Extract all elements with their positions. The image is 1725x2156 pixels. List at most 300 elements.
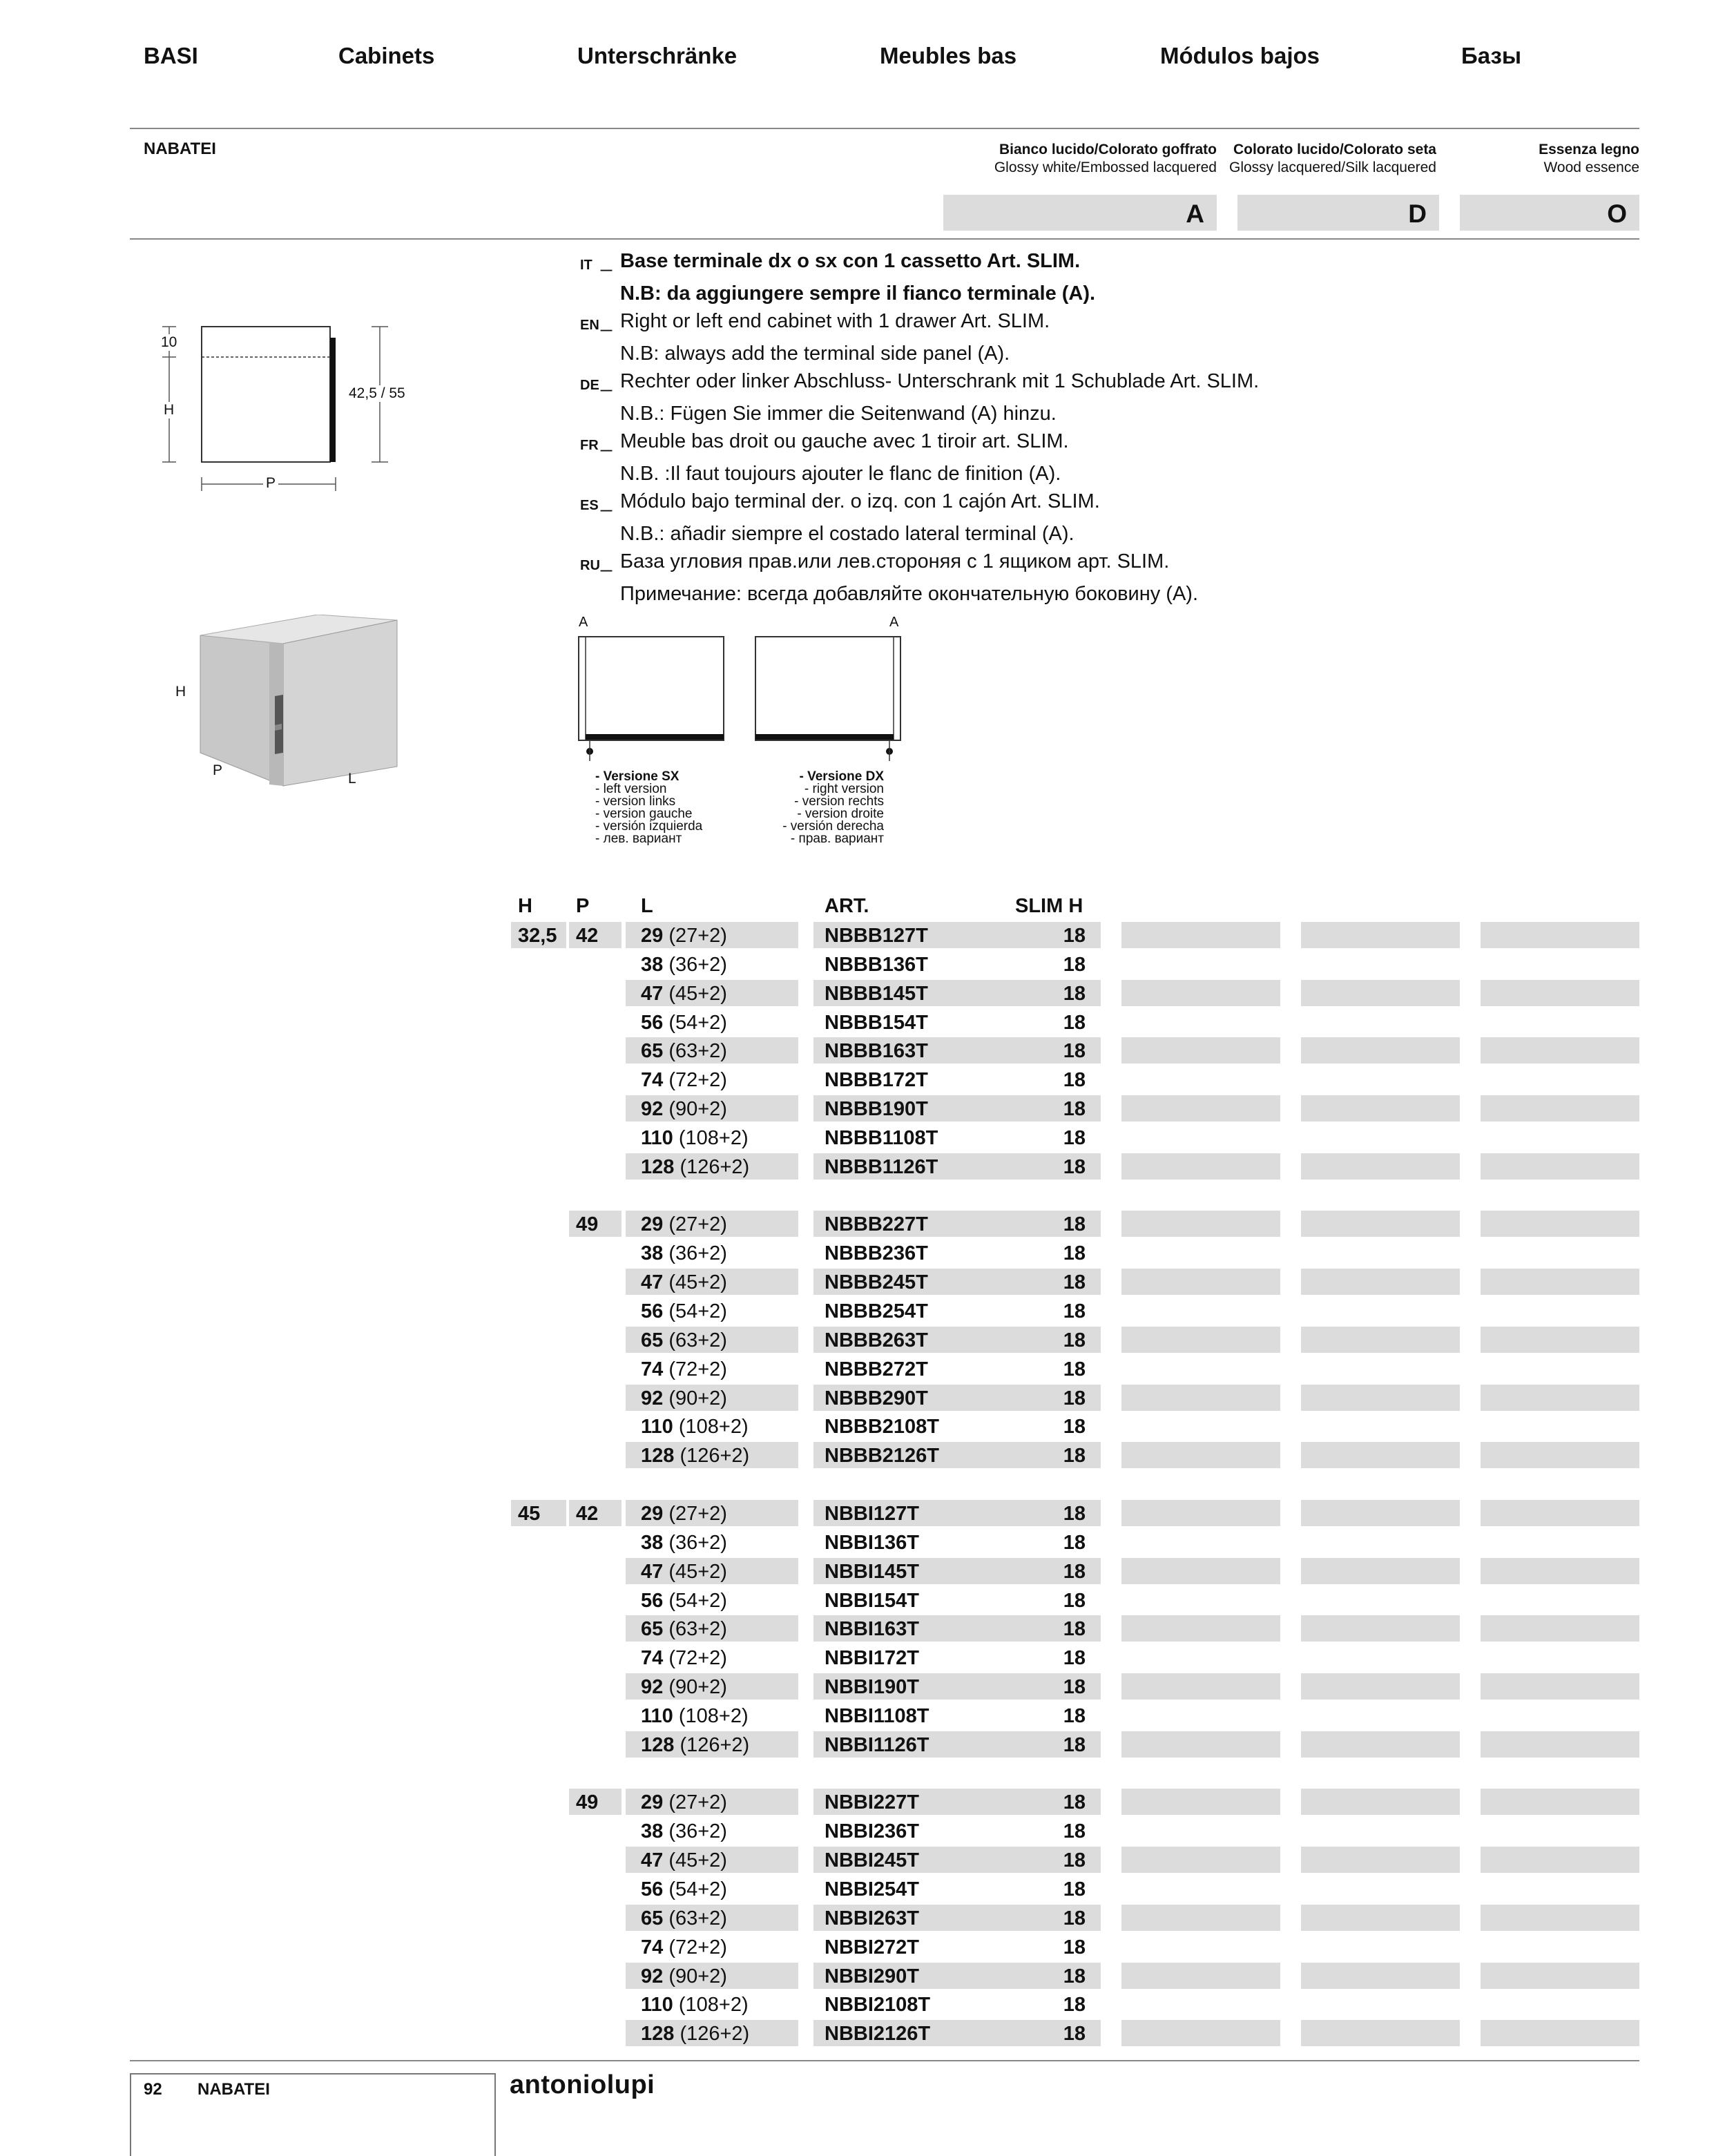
cell-l-detail: (72+2) (668, 1358, 727, 1380)
price-cell-a (1121, 922, 1280, 948)
price-cell-d (1301, 1066, 1460, 1093)
price-cell-a (1121, 1413, 1280, 1439)
cell-l-detail: (126+2) (680, 1445, 750, 1467)
table-row (0, 1876, 1725, 1902)
cell-l-value: 65 (641, 1040, 664, 1062)
cell-l-value: 65 (641, 1618, 664, 1640)
price-cell-d (1301, 1037, 1460, 1063)
version-sx-legend (595, 771, 702, 845)
cell-art: NBBB245T (813, 1269, 999, 1295)
cell-art: NBBB190T (813, 1095, 999, 1122)
table-row (0, 1442, 1725, 1468)
description-block (580, 247, 1259, 608)
cell-l-value: 56 (641, 1012, 664, 1034)
cell-l-detail: (63+2) (668, 1040, 727, 1062)
cell-art: NBBB254T (825, 1300, 928, 1322)
table-row (0, 951, 1725, 977)
cell-l-detail: (126+2) (680, 1156, 750, 1178)
price-cell-a (1121, 1269, 1280, 1295)
dim-label-p: P (263, 475, 278, 492)
cell-slim: 18 (999, 922, 1101, 948)
cell-l-value: 38 (641, 1820, 664, 1842)
table-row (0, 1009, 1725, 1035)
cell-l-detail: (27+2) (668, 925, 727, 947)
cell-slim: 18 (999, 1963, 1101, 1989)
price-cell-a (1121, 1991, 1280, 2017)
desc-line: Base terminale dx o sx con 1 cassetto Art. SLIM. (620, 250, 1081, 272)
price-cell-o (1481, 1153, 1639, 1180)
price-cell-d (1301, 1558, 1460, 1584)
cell-art: NBBB236T (825, 1242, 928, 1264)
version-dx-line: - version rechts (794, 794, 884, 809)
price-cell-a (1121, 951, 1280, 977)
cell-l-detail: (27+2) (668, 1791, 727, 1813)
price-cell-a (1121, 1789, 1280, 1815)
price-cell-o (1481, 1587, 1639, 1613)
cell-l-detail: (36+2) (668, 1532, 727, 1554)
price-cell-o (1481, 1847, 1639, 1873)
price-cell-d (1301, 1356, 1460, 1382)
cell-slim: 18 (1063, 954, 1086, 976)
price-cell-o (1481, 1211, 1639, 1237)
price-cell-d (1301, 1298, 1460, 1324)
cell-l (626, 1702, 798, 1729)
cell-l (626, 1385, 798, 1411)
price-cell-d (1301, 1327, 1460, 1353)
cell-l-detail: (54+2) (668, 1300, 727, 1322)
price-cell-o (1481, 2020, 1639, 2046)
price-cell-a (1121, 1442, 1280, 1468)
price-cell-d (1301, 1673, 1460, 1700)
price-cell-o (1481, 1876, 1639, 1902)
table-row (0, 1327, 1725, 1353)
cell-art: NBBB154T (825, 1012, 928, 1034)
version-dx-line: - прав. вариант (790, 831, 884, 846)
cell-l-value: 128 (641, 2023, 675, 2045)
price-cell-d (1301, 1240, 1460, 1266)
price-cell-o (1481, 1702, 1639, 1729)
lang-code: ES (580, 498, 599, 513)
table-row (0, 1963, 1725, 1989)
table-row (0, 1934, 1725, 1960)
cell-art: NBBI290T (813, 1963, 999, 1989)
cell-l-detail: (72+2) (668, 1936, 727, 1958)
cell-l-detail: (90+2) (668, 1098, 727, 1120)
version-sx-line: - left version (595, 782, 667, 796)
cell-slim: 18 (1063, 1012, 1086, 1034)
table-row (0, 1211, 1725, 1237)
cell-l (626, 1211, 798, 1237)
cell-l-detail: (36+2) (668, 1820, 727, 1842)
price-cell-o (1481, 1413, 1639, 1439)
price-cell-o (1481, 1500, 1639, 1526)
cell-slim: 18 (1063, 1300, 1086, 1322)
cell-l (626, 1413, 798, 1439)
cell-art: NBBB263T (813, 1327, 999, 1353)
cell-l-detail: (126+2) (680, 2023, 750, 2045)
cell-l-value: 29 (641, 1791, 664, 1813)
cell-slim: 18 (999, 1905, 1101, 1931)
col-header-art: ART. (825, 895, 869, 917)
price-cell-d (1301, 1385, 1460, 1411)
price-cell-d (1301, 1153, 1460, 1180)
cell-art: NBBB163T (813, 1037, 999, 1063)
cell-l (626, 1153, 798, 1180)
table-row (0, 1356, 1725, 1382)
cell-l (626, 1615, 798, 1642)
cell-l (626, 1356, 798, 1382)
cell-slim: 18 (999, 1500, 1101, 1526)
price-cell-a (1121, 1327, 1280, 1353)
cell-art: NBBI2108T (825, 1994, 931, 2016)
cell-l-detail: (90+2) (668, 1676, 727, 1698)
version-dx-line: - right version (804, 782, 884, 796)
cell-art: NBBI245T (813, 1847, 999, 1873)
cell-art: NBBB272T (825, 1358, 928, 1380)
price-cell-o (1481, 1789, 1639, 1815)
cell-art: NBBB2126T (813, 1442, 999, 1468)
cell-slim: 18 (1063, 1532, 1086, 1554)
cell-l (626, 1442, 798, 1468)
desc-line: N.B: da aggiungere sempre il fianco terminale (A). (620, 282, 1096, 305)
price-cell-d (1301, 1644, 1460, 1671)
version-sx-line: - versión izquierda (595, 819, 703, 834)
table-row (0, 1789, 1725, 1815)
finish-header-d (1229, 141, 1436, 177)
cell-art: NBBI272T (825, 1936, 919, 1958)
cell-l-value: 110 (641, 1127, 673, 1149)
cell-art: NBBI145T (813, 1558, 999, 1584)
lang-code: DE (580, 378, 599, 393)
cell-l-value: 56 (641, 1300, 664, 1322)
price-cell-a (1121, 1037, 1280, 1063)
cell-p: 42 (569, 1500, 621, 1526)
cell-slim: 18 (1063, 1590, 1086, 1612)
table-row (0, 1066, 1725, 1093)
price-cell-o (1481, 1095, 1639, 1122)
cell-art: NBBB145T (813, 980, 999, 1006)
cell-slim: 18 (1063, 1820, 1086, 1842)
cell-p: 49 (569, 1789, 621, 1815)
table-row (0, 1558, 1725, 1584)
cell-l (626, 1269, 798, 1295)
finish-code-a: A (943, 195, 1217, 231)
price-cell-a (1121, 1009, 1280, 1035)
price-cell-o (1481, 1731, 1639, 1758)
version-sx-title: - Versione SX (595, 769, 680, 784)
version-dx-title: - Versione DX (799, 769, 884, 784)
cell-slim: 18 (1063, 1878, 1086, 1900)
desc-line: Módulo bajo terminal der. o izq. con 1 cajón Art. SLIM. (620, 490, 1100, 512)
cell-p: 49 (569, 1211, 621, 1237)
cell-l (626, 1789, 798, 1815)
cell-p: 42 (569, 922, 621, 948)
price-cell-d (1301, 1963, 1460, 1989)
price-cell-a (1121, 1385, 1280, 1411)
panel-label-a-left: A (579, 615, 588, 630)
table-row (0, 1731, 1725, 1758)
price-cell-d (1301, 951, 1460, 977)
cell-slim: 18 (1063, 1358, 1086, 1380)
desc-line: N.B. :Il faut toujours ajouter le flanc de finition (A). (620, 462, 1061, 485)
footer-rule (130, 2060, 1639, 2061)
cell-l-detail: (36+2) (668, 954, 727, 976)
cell-art: NBBI127T (813, 1500, 999, 1526)
cell-l-detail: (45+2) (668, 1561, 727, 1583)
cell-l (626, 1095, 798, 1122)
finish-a-subtitle: Glossy white/Embossed lacquered (994, 160, 1217, 175)
cell-l-value: 29 (641, 1213, 664, 1235)
header-category-basi: BASI (144, 43, 198, 68)
price-cell-d (1301, 1702, 1460, 1729)
panel-label-a-right: A (889, 615, 899, 630)
brand-logo: antoniolupi (510, 2070, 655, 2099)
price-cell-o (1481, 922, 1639, 948)
price-cell-d (1301, 1009, 1460, 1035)
cell-slim: 18 (999, 1211, 1101, 1237)
cell-slim: 18 (999, 1789, 1101, 1815)
cell-slim: 18 (1063, 1242, 1086, 1264)
price-cell-d (1301, 1269, 1460, 1295)
price-cell-o (1481, 1009, 1639, 1035)
price-cell-d (1301, 1876, 1460, 1902)
price-cell-o (1481, 1905, 1639, 1931)
col-header-slim: SLIM H (1015, 895, 1083, 917)
price-cell-o (1481, 1673, 1639, 1700)
finish-d-title: Colorato lucido/Colorato seta (1233, 142, 1436, 157)
lang-code: IT (580, 258, 592, 273)
header-category-bazy: Базы (1461, 43, 1522, 68)
price-cell-o (1481, 1385, 1639, 1411)
cell-l (626, 1500, 798, 1526)
cell-l (626, 1847, 798, 1873)
cell-l-value: 74 (641, 1936, 664, 1958)
price-cell-a (1121, 1095, 1280, 1122)
cell-l-value: 38 (641, 954, 664, 976)
cell-slim: 18 (1063, 1936, 1086, 1958)
cell-art: NBBI236T (825, 1820, 919, 1842)
desc-line: Meuble bas droit ou gauche avec 1 tiroir art. SLIM. (620, 430, 1069, 452)
price-cell-d (1301, 1818, 1460, 1844)
price-cell-a (1121, 1818, 1280, 1844)
cell-l-value: 128 (641, 1445, 675, 1467)
cell-art: NBBI190T (813, 1673, 999, 1700)
cell-art: NBBI172T (825, 1647, 919, 1669)
price-cell-a (1121, 1731, 1280, 1758)
cell-slim: 18 (999, 1615, 1101, 1642)
cell-slim: 18 (999, 1847, 1101, 1873)
cell-l-detail: (63+2) (668, 1329, 727, 1351)
cell-l-detail: (90+2) (668, 1965, 727, 1987)
price-cell-d (1301, 922, 1460, 948)
cell-l-detail: (36+2) (668, 1242, 727, 1264)
cell-l-detail: (90+2) (668, 1387, 727, 1409)
cell-l (626, 1327, 798, 1353)
price-cell-a (1121, 1934, 1280, 1960)
finish-o-subtitle: Wood essence (1543, 160, 1639, 175)
col-header-l: L (641, 895, 653, 917)
cell-art: NBBI1126T (813, 1731, 999, 1758)
price-cell-d (1301, 1500, 1460, 1526)
version-dx-line: - version droite (797, 807, 884, 821)
price-cell-o (1481, 1818, 1639, 1844)
table-row (0, 1673, 1725, 1700)
cell-art: NBBB227T (813, 1211, 999, 1237)
desc-en: EN _ Right or left end cabinet with 1 drawer Art. SLIM. N.B: always add the terminal side panel (A). (580, 307, 1259, 367)
table-row (0, 1500, 1725, 1526)
collection-title: NABATEI (144, 139, 216, 158)
table-row (0, 1269, 1725, 1295)
cell-l (626, 1644, 798, 1671)
finish-code-d: D (1237, 195, 1439, 231)
cell-l-value: 38 (641, 1242, 664, 1264)
cell-art: NBBB1108T (825, 1127, 938, 1149)
footer-box (130, 2073, 496, 2156)
finish-d-subtitle: Glossy lacquered/Silk lacquered (1229, 160, 1436, 175)
table-row (0, 980, 1725, 1006)
cell-l-value: 110 (641, 1705, 673, 1727)
table-row (0, 1847, 1725, 1873)
table-row (0, 1615, 1725, 1642)
price-cell-d (1301, 1615, 1460, 1642)
cell-slim: 18 (999, 1731, 1101, 1758)
cell-l-value: 56 (641, 1590, 664, 1612)
cell-l-value: 92 (641, 1676, 664, 1698)
render-label-h: H (175, 684, 186, 700)
cabinet-3d-render (193, 615, 414, 794)
price-cell-o (1481, 1124, 1639, 1151)
price-cell-a (1121, 1558, 1280, 1584)
cell-art: NBBI154T (825, 1590, 919, 1612)
cell-slim: 18 (999, 1385, 1101, 1411)
cell-l-detail: (63+2) (668, 1618, 727, 1640)
cell-l (626, 2020, 798, 2046)
table-row (0, 1991, 1725, 2017)
price-cell-d (1301, 1731, 1460, 1758)
price-cell-a (1121, 1644, 1280, 1671)
price-cell-a (1121, 980, 1280, 1006)
cell-l-value: 128 (641, 1734, 675, 1756)
cell-l-detail: (108+2) (678, 1127, 749, 1149)
cell-l (626, 1298, 798, 1324)
price-cell-a (1121, 1124, 1280, 1151)
price-cell-d (1301, 1529, 1460, 1555)
finish-o-title: Essenza legno (1539, 142, 1639, 157)
price-cell-o (1481, 951, 1639, 977)
cell-l (626, 1934, 798, 1960)
cell-l-detail: (27+2) (668, 1213, 727, 1235)
price-cell-a (1121, 1356, 1280, 1382)
price-cell-a (1121, 1615, 1280, 1642)
cell-l-detail: (108+2) (678, 1416, 749, 1438)
version-sx-line: - version links (595, 794, 676, 809)
cell-l-value: 92 (641, 1965, 664, 1987)
desc-line: N.B: always add the terminal side panel (A). (620, 342, 1010, 365)
version-diagrams (573, 630, 912, 761)
cell-l-value: 128 (641, 1156, 675, 1178)
cell-l (626, 1037, 798, 1063)
cell-l-detail: (108+2) (678, 1705, 749, 1727)
price-cell-o (1481, 1558, 1639, 1584)
price-cell-a (1121, 1876, 1280, 1902)
desc-line: Right or left end cabinet with 1 drawer Art. SLIM. (620, 310, 1050, 332)
cell-l-detail: (45+2) (668, 1849, 727, 1871)
price-cell-d (1301, 1587, 1460, 1613)
render-label-p: P (213, 762, 223, 778)
cell-art: NBBI227T (813, 1789, 999, 1815)
cell-h: 32,5 (511, 922, 566, 948)
cell-slim: 18 (999, 1153, 1101, 1180)
price-cell-a (1121, 1298, 1280, 1324)
cell-l-detail: (108+2) (678, 1994, 749, 2016)
cell-slim: 18 (999, 1558, 1101, 1584)
price-cell-a (1121, 1500, 1280, 1526)
price-cell-a (1121, 1847, 1280, 1873)
price-cell-a (1121, 1963, 1280, 1989)
desc-fr: FR _ Meuble bas droit ou gauche avec 1 tiroir art. SLIM. N.B. :Il faut toujours ajouter le flanc de finition (A). (580, 427, 1259, 488)
cell-slim: 18 (999, 1327, 1101, 1353)
price-cell-a (1121, 2020, 1280, 2046)
desc-line: N.B.: añadir siempre el costado lateral terminal (A). (620, 522, 1074, 545)
price-cell-o (1481, 1963, 1639, 1989)
cell-slim: 18 (999, 1095, 1101, 1122)
cell-art: NBBI1108T (825, 1705, 929, 1727)
render-label-l: L (348, 771, 356, 787)
cell-l (626, 1066, 798, 1093)
price-cell-o (1481, 1442, 1639, 1468)
desc-it: IT _ Base terminale dx o sx con 1 cassetto Art. SLIM. N.B: da aggiungere sempre il fianco terminale (A). (580, 247, 1259, 307)
desc-de: DE _ Rechter oder linker Abschluss- Unterschrank mit 1 Schublade Art. SLIM. N.B.: Fügen Sie immer die Seitenwand (A) hinzu. (580, 367, 1259, 427)
table-row (0, 1644, 1725, 1671)
price-cell-a (1121, 1587, 1280, 1613)
price-cell-a (1121, 1240, 1280, 1266)
cell-l (626, 922, 798, 948)
cell-slim: 18 (999, 1442, 1101, 1468)
cell-slim: 18 (1063, 1416, 1086, 1438)
cell-l-detail: (27+2) (668, 1503, 727, 1525)
price-cell-a (1121, 1153, 1280, 1180)
cell-art: NBBI263T (813, 1905, 999, 1931)
price-cell-o (1481, 1644, 1639, 1671)
cell-slim: 18 (1063, 1069, 1086, 1091)
cell-art: NBBB127T (813, 922, 999, 948)
cell-l (626, 1009, 798, 1035)
cell-l-value: 92 (641, 1387, 664, 1409)
table-row (0, 1587, 1725, 1613)
version-dx-legend (760, 771, 884, 845)
cell-l (626, 1991, 798, 2017)
cell-l (626, 1963, 798, 1989)
price-cell-o (1481, 1991, 1639, 2017)
cell-slim: 18 (1063, 1994, 1086, 2016)
price-cell-d (1301, 1847, 1460, 1873)
table-row (0, 1240, 1725, 1266)
price-cell-o (1481, 1934, 1639, 1960)
cell-l-value: 74 (641, 1647, 664, 1669)
cell-l (626, 980, 798, 1006)
lang-code: FR (580, 438, 599, 453)
price-cell-o (1481, 1269, 1639, 1295)
cell-l (626, 1876, 798, 1902)
cell-l (626, 1558, 798, 1584)
cell-art: NBBI2126T (813, 2020, 999, 2046)
cell-l (626, 1587, 798, 1613)
cell-slim: 18 (1063, 1127, 1086, 1149)
price-cell-o (1481, 1037, 1639, 1063)
cell-l-value: 92 (641, 1098, 664, 1120)
desc-line: Примечание: всегда добавляйте окончательную боковину (A). (620, 582, 1199, 605)
page-number: 92 (144, 2080, 162, 2099)
